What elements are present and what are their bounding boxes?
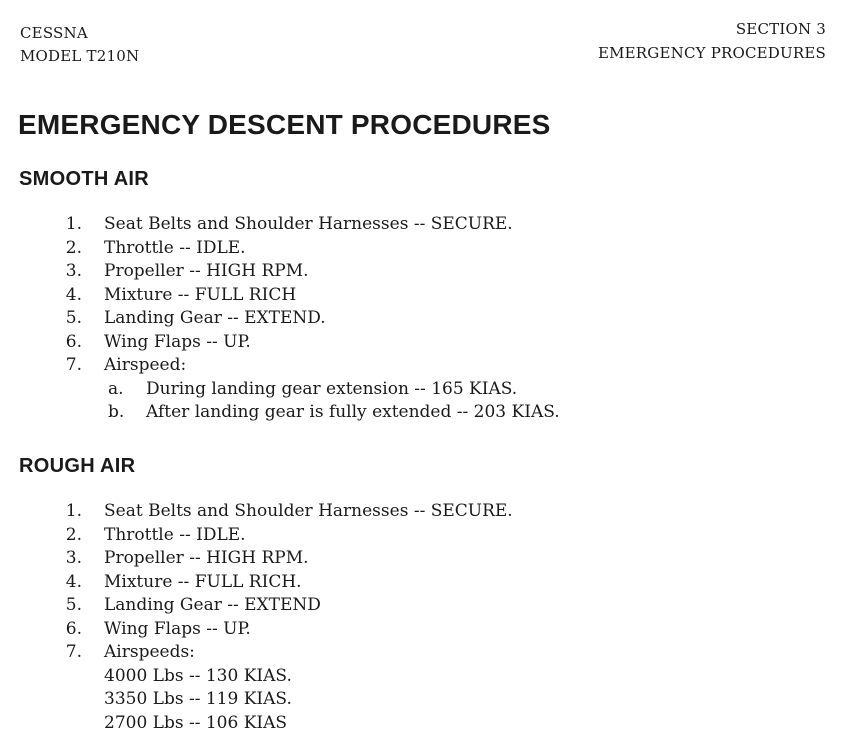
- page-header-left: [20, 22, 139, 68]
- item-number: 3.: [65, 548, 82, 568]
- item-number: 7.: [65, 642, 82, 662]
- item-text: Throttle -- IDLE.: [104, 237, 246, 258]
- item-number: 7.: [65, 355, 82, 375]
- item-number: 6.: [65, 618, 82, 639]
- item-number: 2.: [65, 524, 82, 545]
- page-title: EMERGENCY DESCENT PROCEDURES: [18, 109, 551, 140]
- item-text: Airspeed:: [104, 355, 187, 375]
- item-text: Seat Belts and Shoulder Harnesses -- SECURE.: [104, 501, 513, 521]
- model-label: MODEL T210N: [20, 47, 140, 65]
- subitem-letter: b.: [108, 402, 125, 422]
- weight-airspeed-text: 2700 Lbs -- 106 KIAS: [104, 712, 288, 733]
- item-text: Landing Gear -- EXTEND.: [104, 308, 326, 328]
- item-number: 6.: [65, 331, 82, 352]
- smooth-air-heading: SMOOTH AIR: [19, 168, 150, 190]
- item-number: 3.: [65, 261, 82, 281]
- item-number: 4.: [65, 571, 82, 592]
- page-header-right: [598, 17, 826, 65]
- item-number: 1.: [65, 501, 82, 521]
- item-text: Propeller -- HIGH RPM.: [104, 548, 309, 568]
- item-number: 5.: [65, 595, 82, 615]
- subitem-text: After landing gear is fully extended -- 203 KIAS.: [146, 402, 560, 422]
- item-number: 5.: [65, 308, 82, 328]
- item-text: Seat Belts and Shoulder Harnesses -- SECURE.: [104, 214, 513, 234]
- section-number-label: SECTION 3: [735, 20, 826, 38]
- subitem-letter: a.: [108, 378, 124, 399]
- item-number: 1.: [65, 214, 82, 234]
- weight-airspeed-text: 4000 Lbs -- 130 KIAS.: [104, 665, 292, 686]
- rough-air-heading: ROUGH AIR: [19, 455, 136, 477]
- item-text: Wing Flaps -- UP.: [104, 331, 251, 352]
- item-text: Propeller -- HIGH RPM.: [104, 261, 309, 281]
- item-text: Mixture -- FULL RICH: [104, 284, 297, 305]
- item-number: 4.: [65, 284, 82, 305]
- subitem-text: During landing gear extension -- 165 KIAS.: [146, 378, 518, 399]
- section-title-label: EMERGENCY PROCEDURES: [597, 44, 826, 62]
- item-text: Landing Gear -- EXTEND: [104, 595, 321, 615]
- item-text: Throttle -- IDLE.: [104, 524, 246, 545]
- weight-airspeed-text: 3350 Lbs -- 119 KIAS.: [104, 689, 292, 709]
- item-number: 2.: [65, 237, 82, 258]
- item-text: Mixture -- FULL RICH.: [104, 571, 302, 592]
- item-text: Wing Flaps -- UP.: [104, 618, 251, 639]
- manufacturer-label: CESSNA: [20, 24, 88, 42]
- item-text: Airspeeds:: [104, 642, 195, 662]
